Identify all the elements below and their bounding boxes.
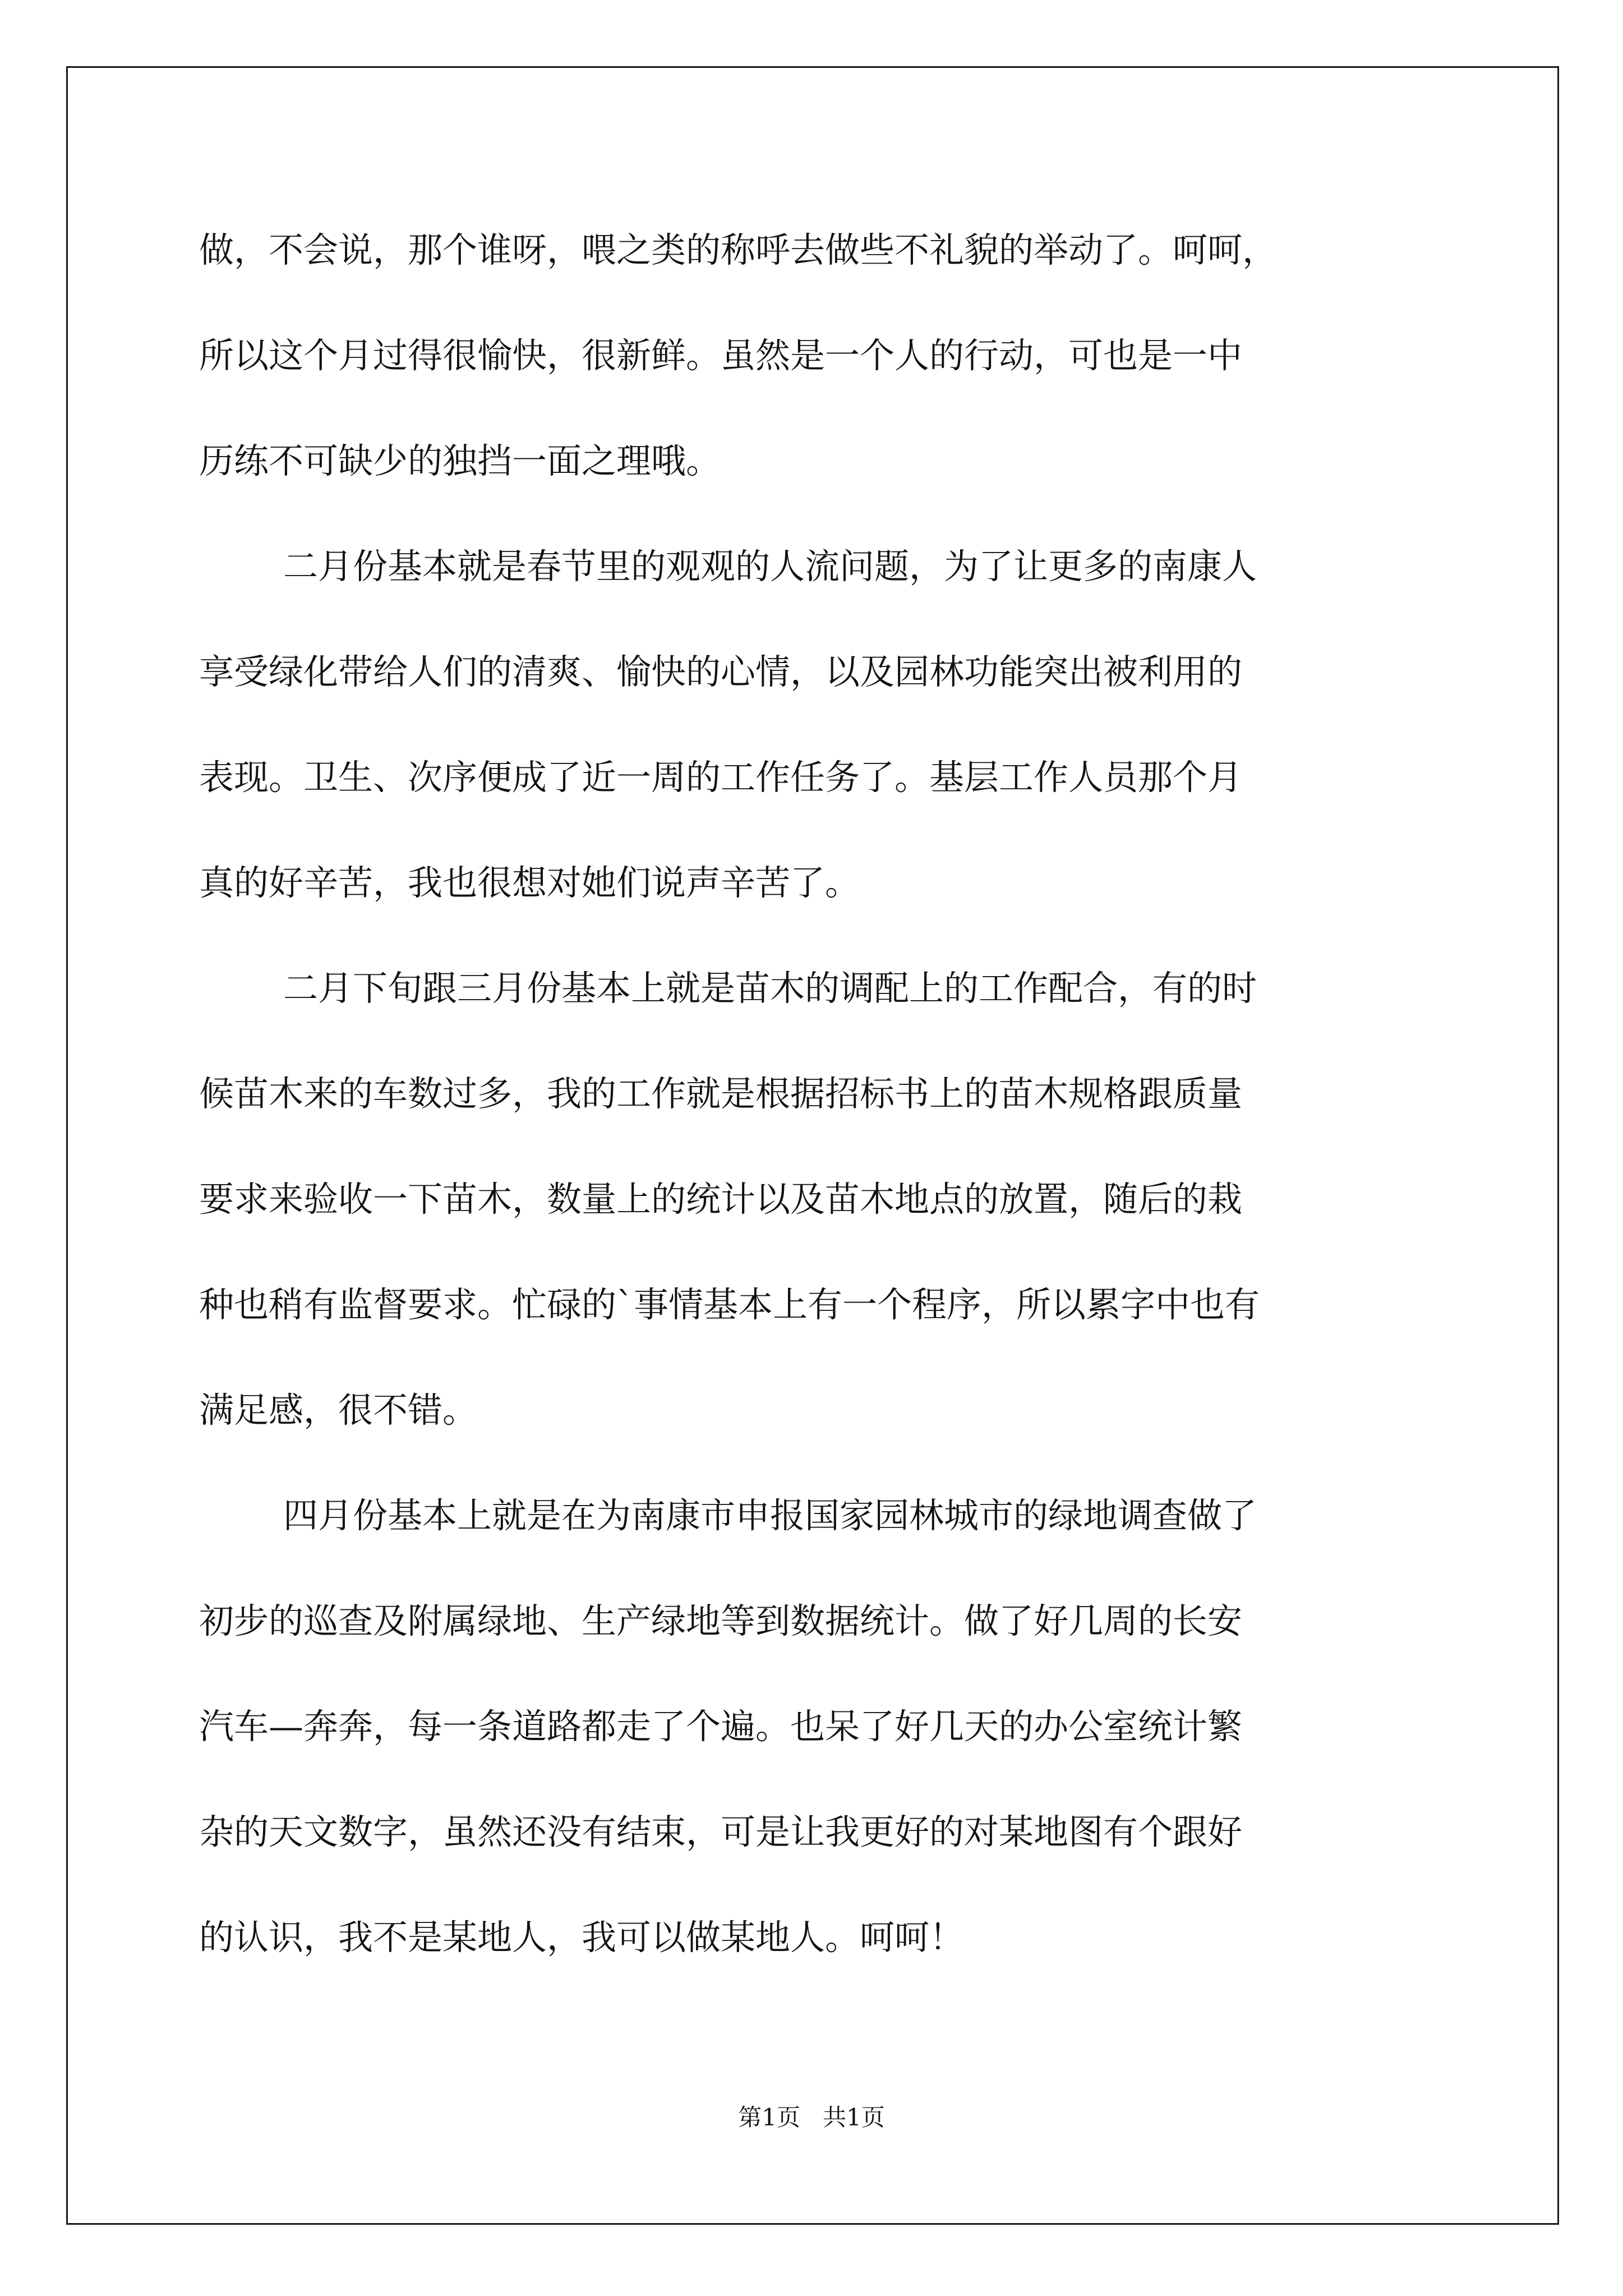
text-line: 初步的巡查及附属绿地、生产绿地等到数据统计。做了好几周的长安 <box>199 1600 1243 1641</box>
page-number-footer: 第1页 共1页 <box>738 2104 885 2131</box>
text-line: 要求来验收一下苗木，数量上的统计以及苗木地点的放置，随后的栽 <box>199 1179 1243 1220</box>
text-line: 真的好辛苦，我也很想对她们说声辛苦了。 <box>199 862 860 903</box>
text-line: 候苗木来的车数过多，我的工作就是根据招标书上的苗木规格跟质量 <box>199 1073 1243 1114</box>
text-line: 的认识，我不是某地人，我可以做某地人。呵呵！ <box>199 1917 965 1958</box>
text-line: 做，不会说，那个谁呀，喂之类的称呼去做些不礼貌的举动了。呵呵， <box>199 229 1278 270</box>
paragraph-first-line: 二月下旬跟三月份基本上就是苗木的调配上的工作配合，有的时 <box>283 968 1257 1009</box>
text-line: 享受绿化带给人们的清爽、愉快的心情，以及园林功能突出被利用的 <box>199 651 1243 692</box>
text-line: 历练不可缺少的独挡一面之理哦。 <box>199 440 721 481</box>
text-line: 所以这个月过得很愉快，很新鲜。虽然是一个人的行动，可也是一中 <box>199 335 1243 376</box>
text-line: 汽车—奔奔，每一条道路都走了个遍。也呆了好几天的办公室统计繁 <box>199 1706 1243 1747</box>
text-line: 种也稍有监督要求。忙碌的`事情基本上有一个程序，所以累字中也有 <box>199 1284 1260 1325</box>
text-line: 满足感，很不错。 <box>199 1389 478 1430</box>
paragraph-first-line: 四月份基本上就是在为南康市申报国家园林城市的绿地调查做了 <box>283 1495 1257 1536</box>
text-line: 杂的天文数字，虽然还没有结束，可是让我更好的对某地图有个跟好 <box>199 1811 1243 1852</box>
paragraph-first-line: 二月份基本就是春节里的观观的人流问题，为了让更多的南康人 <box>283 546 1257 587</box>
text-line: 表现。卫生、次序便成了近一周的工作任务了。基层工作人员那个月 <box>199 757 1243 798</box>
document-body <box>199 197 1427 1990</box>
